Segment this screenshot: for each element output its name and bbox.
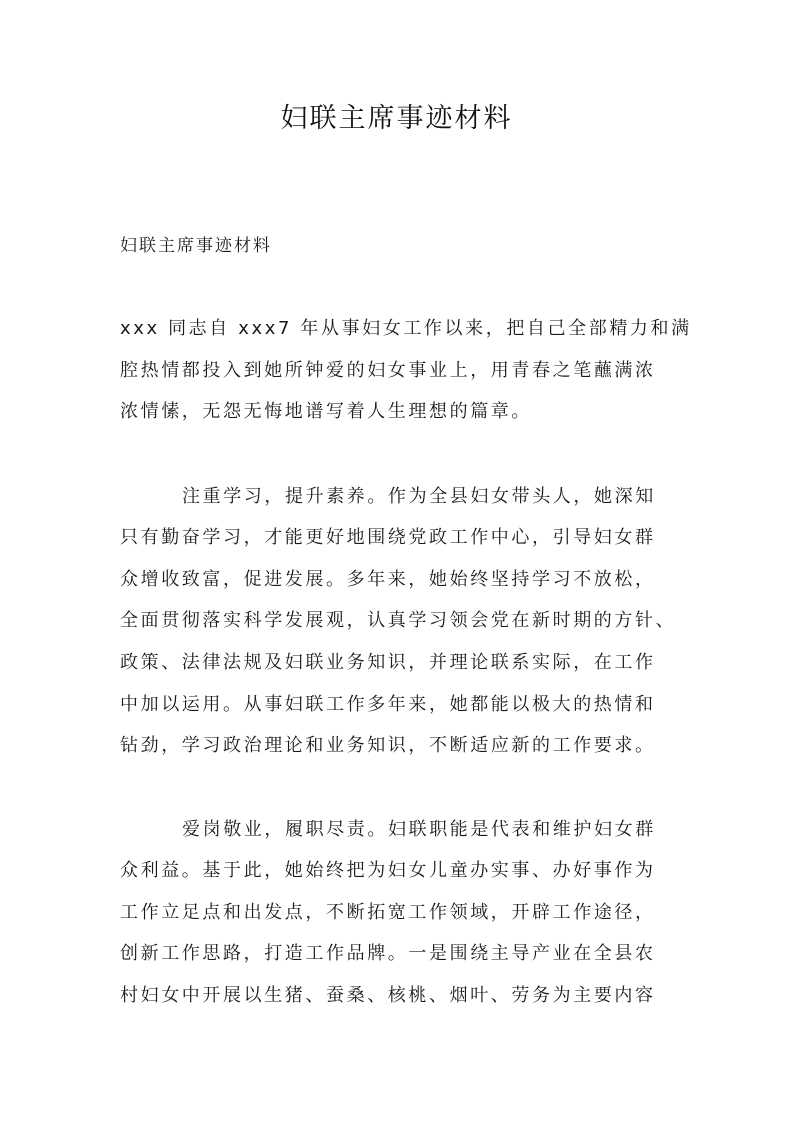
paragraph-line: 爱岗敬业，履职尽责。妇联职能是代表和维护妇女群 — [182, 819, 656, 840]
paragraph-line: 全面贯彻落实科学发展观，认真学习领会党在新时期的方针、 — [120, 610, 677, 631]
document-subtitle: 妇联主席事迹材料 — [120, 236, 272, 256]
document-title: 妇联主席事迹材料 — [280, 103, 513, 134]
paragraph-line: 中加以运用。从事妇联工作多年来，她都能以极大的热情和 — [120, 694, 656, 715]
paragraph-line: 只有勤奋学习，才能更好地围绕党政工作中心，引导妇女群 — [120, 527, 656, 548]
paragraph-line: 村妇女中开展以生猪、蚕桑、核桃、烟叶、劳务为主要内容 — [120, 985, 656, 1006]
paragraph-line: 腔热情都投入到她所钟爱的妇女事业上，用青春之笔蘸满浓 — [120, 360, 656, 381]
paragraph-line: 注重学习，提升素养。作为全县妇女带头人，她深知 — [182, 486, 656, 507]
paragraph-line: xxx 同志自 xxx7 年从事妇女工作以来，把自己全部精力和满 — [120, 318, 692, 339]
paragraph-line: 工作立足点和出发点，不断拓宽工作领域，开辟工作途径， — [120, 902, 656, 923]
paragraph-line: 浓情愫，无怨无悔地谱写着人生理想的篇章。 — [120, 401, 532, 422]
paragraph-line: 钻劲，学习政治理论和业务知识，不断适应新的工作要求。 — [120, 735, 656, 756]
paragraph-line: 众利益。基于此，她始终把为妇女儿童办实事、办好事作为 — [120, 860, 656, 881]
paragraph-line: 创新工作思路，打造工作品牌。一是围绕主导产业在全县农 — [120, 943, 656, 964]
paragraph-line: 众增收致富，促进发展。多年来，她始终坚持学习不放松， — [120, 569, 656, 590]
paragraph-line: 政策、法律法规及妇联业务知识，并理论联系实际，在工作 — [120, 652, 656, 673]
